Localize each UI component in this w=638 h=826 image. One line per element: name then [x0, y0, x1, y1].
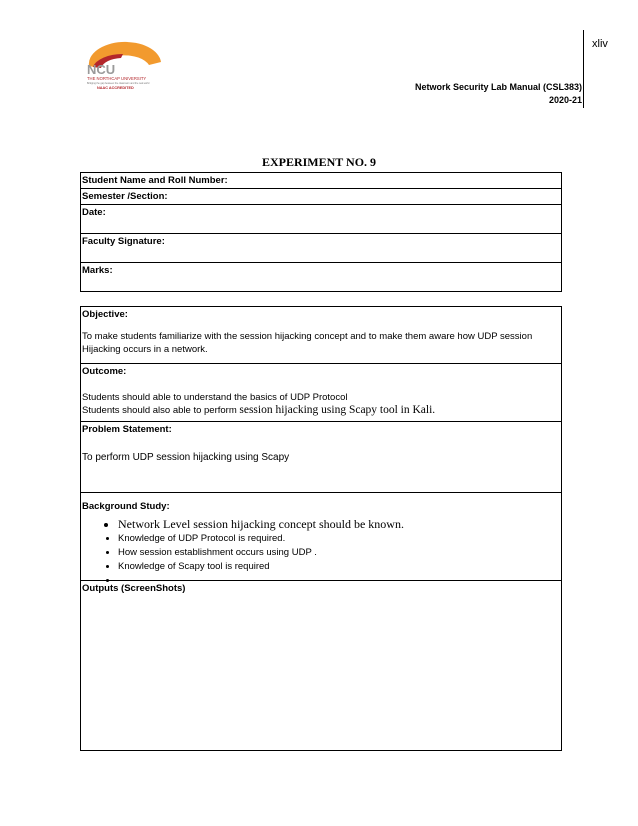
student-info-table: [80, 172, 562, 292]
field-student-name: Student Name and Roll Number:: [81, 173, 562, 189]
objective-section: [80, 306, 562, 364]
background-item: • How session establishment occurs using UDP .: [118, 546, 561, 560]
outcome-line-1: Students should able to understand the basics of UDP Protocol: [82, 392, 348, 403]
ncu-logo-icon: [83, 40, 173, 92]
field-faculty-signature: Faculty Signature:: [81, 234, 562, 263]
manual-year: 2020-21: [548, 95, 582, 105]
outcome-heading: Outcome:: [82, 366, 127, 377]
background-item: • Knowledge of Scapy tool is required: [118, 560, 561, 574]
logo-abbr: NCU: [87, 62, 116, 77]
background-study-section: [80, 492, 562, 581]
outputs-heading: Outputs (ScreenShots): [82, 583, 186, 594]
problem-text: To perform UDP session hijacking using Scapy: [82, 452, 290, 463]
outcome-line-2: [81, 404, 561, 417]
field-semester: Semester /Section:: [81, 189, 562, 205]
manual-title: Network Security Lab Manual (CSL383): [414, 82, 582, 92]
outcome-line-2-prefix: Students should also able to perform: [82, 405, 240, 416]
university-logo: [83, 40, 173, 92]
experiment-title: EXPERIMENT NO. 9: [261, 155, 377, 169]
field-date: Date:: [81, 205, 562, 234]
objective-heading: Objective:: [82, 309, 128, 320]
outputs-section: [80, 580, 562, 751]
background-list: [81, 516, 561, 588]
problem-heading: Problem Statement:: [82, 424, 172, 435]
manual-header: [415, 81, 582, 107]
page-number: xliv: [592, 38, 608, 50]
header-divider: [583, 30, 584, 108]
background-item: • Knowledge of UDP Protocol is required.: [118, 532, 561, 546]
logo-university: THE NORTHCAP UNIVERSITY: [87, 76, 147, 81]
logo-accreditation: NAAC ACCREDITED: [97, 86, 134, 90]
outcome-line-2-serif: session hijacking using Scapy tool in Kali.: [239, 404, 436, 416]
outcome-section: [80, 363, 562, 422]
objective-text: To make students familiarize with the session hijacking concept and to make them aware how UDP session Hijacking occurs in a network.: [82, 331, 533, 355]
problem-statement-section: [80, 421, 562, 493]
field-marks: Marks:: [81, 263, 562, 292]
background-heading: Background Study:: [82, 501, 170, 512]
background-item: • Network Level session hijacking concept should be known.: [118, 516, 561, 532]
logo-tagline: Bridging the gap between the classroom and the real world: [87, 82, 150, 85]
